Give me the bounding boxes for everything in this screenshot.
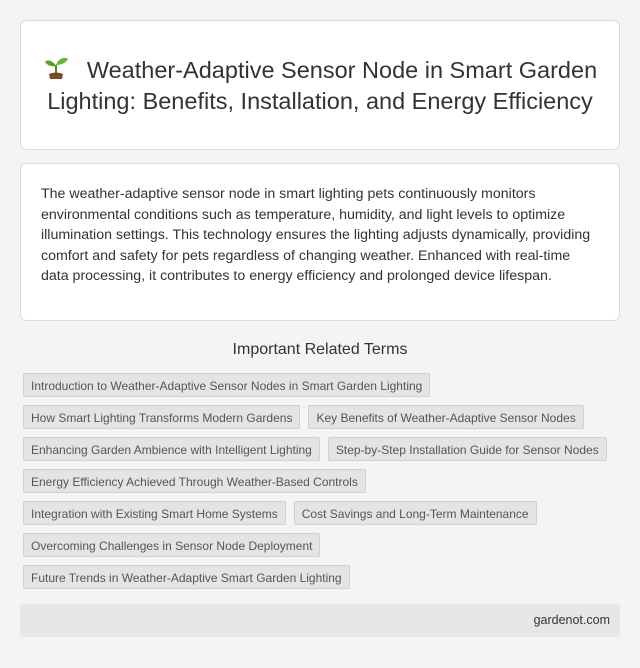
description-card (20, 163, 620, 321)
description-text: The weather-adaptive sensor node in smart lighting pets continuously monitors environmental conditions such as temperature, humidity, and light levels to optimize illumination settings. This technology ensures the lighting adjusts dynamically, providing comfort and safety for pets regardless of changing weather. Enhanced with real-time data processing, it contributes to energy efficiency and prolonged device lifespan. (41, 186, 591, 284)
title-card (20, 20, 620, 150)
term-tag[interactable]: Introduction to Weather-Adaptive Sensor Nodes in Smart Garden Lighting (23, 373, 430, 397)
term-tag[interactable]: How Smart Lighting Transforms Modern Gardens (23, 405, 300, 429)
related-terms-list (23, 373, 623, 597)
term-tag[interactable]: Step-by-Step Installation Guide for Sensor Nodes (328, 437, 607, 461)
term-tag[interactable]: Overcoming Challenges in Sensor Node Deployment (23, 533, 320, 557)
related-terms-heading: Important Related Terms (232, 341, 408, 358)
footer-site-link[interactable]: gardenot.com (533, 613, 610, 627)
page-title (21, 54, 619, 116)
term-tag[interactable]: Cost Savings and Long-Term Maintenance (294, 501, 537, 525)
term-tag[interactable]: Integration with Existing Smart Home Systems (23, 501, 286, 525)
seedling-icon (43, 54, 69, 87)
term-tag[interactable]: Enhancing Garden Ambience with Intelligent Lighting (23, 437, 320, 461)
term-tag[interactable]: Energy Efficiency Achieved Through Weather-Based Controls (23, 469, 366, 493)
footer (20, 604, 620, 637)
term-tag[interactable]: Future Trends in Weather-Adaptive Smart Garden Lighting (23, 565, 350, 589)
term-tag[interactable]: Key Benefits of Weather-Adaptive Sensor Nodes (308, 405, 583, 429)
page-title-text: Weather-Adaptive Sensor Node in Smart Garden Lighting: Benefits, Installation, and Energy Efficiency (47, 57, 598, 114)
